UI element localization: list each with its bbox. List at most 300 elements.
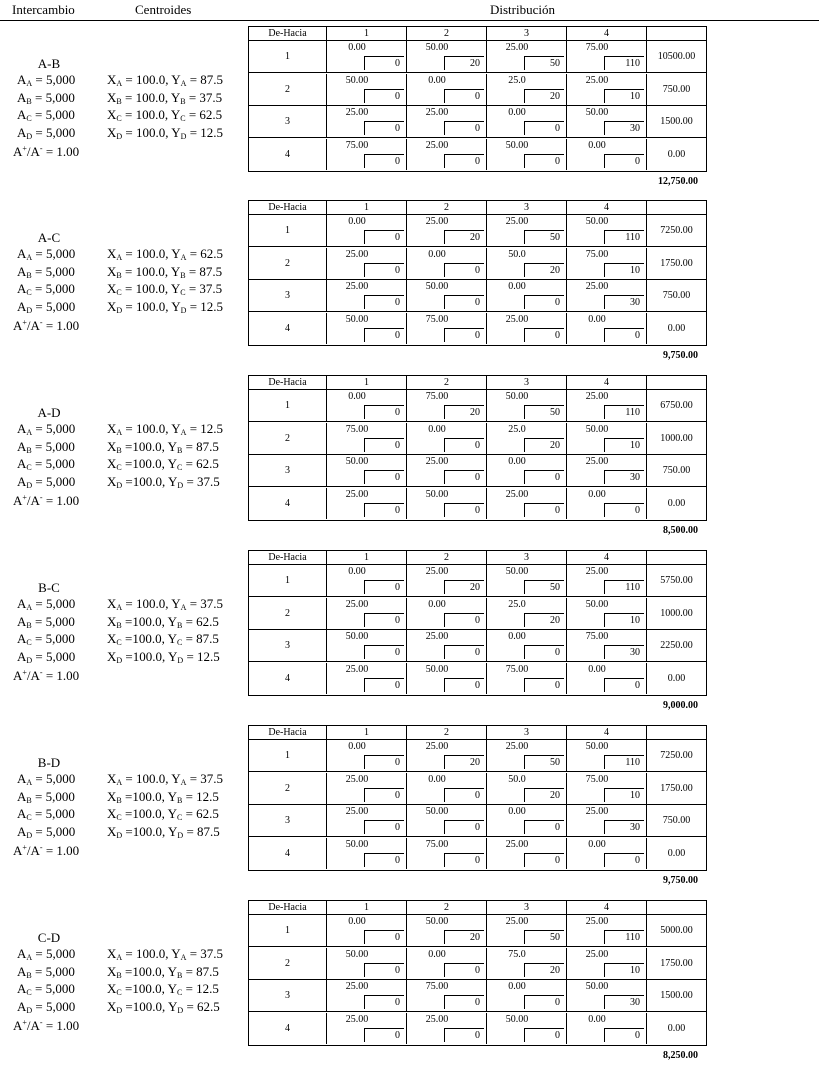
matrix-cost-header (647, 201, 706, 214)
flow-value: 0 (524, 121, 564, 135)
centroid-line: $X_A = 100.0$, $Y_A = 37.5$ (107, 771, 224, 787)
matrix-cell (407, 773, 487, 804)
flow-value: 0 (524, 820, 564, 834)
flow-value: 0 (364, 613, 404, 627)
distance-value: 0.00 (588, 313, 606, 325)
matrix-cell (487, 488, 567, 519)
distance-value: 25.00 (345, 598, 369, 610)
distance-value: 25.00 (345, 248, 369, 260)
matrix-cell (407, 805, 487, 836)
flow-value: 0 (604, 503, 644, 517)
flow-value: 50 (524, 230, 564, 244)
matrix-corner-label: De-Hacia (249, 551, 327, 564)
centroid-x: = 100.0, Y (125, 298, 181, 314)
distance-value: 25.00 (345, 806, 369, 817)
matrix-cell (327, 423, 407, 454)
flow-value: 110 (604, 230, 644, 244)
flow-value: 0 (444, 678, 484, 692)
area-line: $A_D = 5,000$ (17, 823, 76, 840)
matrix-row-label: 3 (249, 106, 327, 137)
distance-value: 25.00 (585, 948, 609, 960)
distance-value: 0.00 (508, 281, 526, 292)
centroid-y: = 62.5 (185, 806, 219, 821)
area-line: $A_C = 5,000$ (17, 456, 75, 472)
matrix-cell (487, 805, 567, 836)
matrix-cost-header (647, 27, 706, 40)
area-value: 5,000 (46, 823, 76, 839)
distance-value: 50.00 (345, 948, 369, 960)
distance-value: 0.00 (348, 42, 366, 53)
matrix-cell (327, 630, 407, 661)
centroid-line: $X_C = 100.0$, $Y_C = 62.5$ (107, 107, 223, 123)
header-centroides: Centroides (135, 2, 192, 17)
area-ratio-line: A+/A- = 1.00 (13, 843, 80, 858)
flow-value: 0 (364, 328, 404, 342)
area-line: $A_A = 5,000$ (17, 946, 76, 962)
matrix-row-label: 1 (249, 41, 327, 72)
matrix-row (249, 948, 706, 980)
centroid-y: = 87.5 (189, 72, 224, 87)
matrix-cell (327, 139, 407, 170)
centroid-line: $X_C =100.0$, $Y_C = 12.5$ (107, 981, 219, 997)
distance-value: 50.00 (345, 838, 369, 850)
area-value: 5,000 (45, 107, 75, 122)
matrix-row-label: 2 (249, 423, 327, 454)
flow-value: 0 (364, 820, 404, 834)
distance-value: 25.00 (585, 74, 609, 86)
area-value: 5,000 (46, 771, 76, 786)
centroid-x: = 100.0, Y (124, 281, 181, 296)
distance-value: 25.00 (345, 488, 369, 500)
matrix-column-label: 4 (567, 201, 647, 214)
flow-value: 50 (524, 56, 564, 70)
matrix-row-label: 1 (249, 915, 327, 946)
flow-value: 20 (444, 405, 484, 419)
flow-value: 30 (604, 121, 644, 135)
flow-value: 0 (524, 503, 564, 517)
distance-value: 25.00 (585, 456, 609, 467)
matrix-header-row (249, 376, 706, 390)
centroid-y: = 37.5 (186, 473, 220, 489)
flow-value: 0 (524, 328, 564, 342)
area-value: 5,000 (45, 89, 75, 105)
matrix-row-label: 2 (249, 248, 327, 279)
row-cost-value: 750.00 (662, 83, 691, 95)
centroid-y: = 37.5 (189, 596, 224, 611)
distance-value: 75.00 (585, 248, 609, 260)
matrix-row-label: 2 (249, 948, 327, 979)
matrix-cell (487, 215, 567, 246)
matrix-cell (487, 598, 567, 629)
matrix-cell (487, 248, 567, 279)
matrix-cell (327, 1013, 407, 1044)
distance-flow-matrix (248, 550, 707, 696)
distance-value: 25.00 (345, 981, 369, 992)
matrix-cell (487, 773, 567, 804)
matrix-cell (407, 598, 487, 629)
matrix-cell (327, 805, 407, 836)
total-cost: 12,750.00 (658, 176, 698, 187)
matrix-header-row (249, 201, 706, 215)
matrix-header-row (249, 27, 706, 41)
area-ratio-line: A+/A- = 1.00 (13, 493, 80, 508)
matrix-row (249, 215, 706, 247)
centroid-line: $X_C =100.0$, $Y_C = 62.5$ (107, 456, 219, 472)
area-line: $A_A = 5,000$ (17, 771, 76, 787)
centroid-line: $X_B = 100.0$, $Y_B = 37.5$ (107, 89, 223, 106)
matrix-row (249, 455, 706, 487)
row-cost-value: 10500.00 (657, 51, 696, 62)
distance-value: 0.00 (588, 488, 606, 500)
centroid-line: $X_B = 100.0$, $Y_B = 87.5$ (107, 263, 223, 280)
matrix-cell (407, 1013, 487, 1044)
row-cost-value: 0.00 (667, 322, 686, 334)
matrix-cell (407, 313, 487, 344)
area-line: $A_D = 5,000$ (17, 124, 76, 141)
exchange-pair-label: A-C (37, 230, 61, 245)
distance-flow-matrix (248, 26, 707, 172)
flow-value: 0 (444, 328, 484, 342)
distance-value: 25.00 (345, 663, 369, 675)
matrix-cell (327, 565, 407, 596)
distance-value: 50.00 (425, 806, 449, 817)
matrix-cell (327, 773, 407, 804)
area-value: 5,000 (46, 473, 76, 489)
flow-value: 0 (364, 963, 404, 977)
centroid-y: = 87.5 (186, 823, 220, 839)
distance-value: 0.00 (508, 107, 526, 118)
distance-value: 0.00 (348, 216, 366, 227)
distance-value: 50.00 (505, 566, 529, 577)
area-value: 5,000 (46, 72, 76, 87)
distance-value: 0.00 (508, 631, 526, 642)
matrix-column-label: 1 (327, 901, 407, 914)
flow-value: 0 (444, 788, 484, 802)
matrix-row (249, 805, 706, 837)
centroid-line: $X_B =100.0$, $Y_B = 12.5$ (107, 788, 219, 805)
matrix-cell (407, 663, 487, 694)
matrix-cost-header (647, 726, 706, 739)
header-intercambio: Intercambio (12, 2, 75, 17)
matrix-row (249, 565, 706, 597)
row-cost-value: 1750.00 (660, 957, 693, 969)
distance-value: 25.00 (425, 566, 449, 577)
matrix-cell (327, 980, 407, 1011)
matrix-cell (567, 139, 647, 170)
area-line: $A_A = 5,000$ (17, 596, 76, 612)
matrix-cell (487, 630, 567, 661)
flow-value: 0 (604, 678, 644, 692)
matrix-cell (327, 313, 407, 344)
flow-value: 0 (364, 503, 404, 517)
distance-value: 50.00 (425, 281, 449, 292)
matrix-row (249, 423, 706, 455)
matrix-cell (567, 630, 647, 661)
area-line: $A_B = 5,000$ (17, 788, 75, 805)
centroid-x: =100.0, Y (124, 788, 177, 804)
row-cost-value: 1500.00 (660, 990, 693, 1001)
flow-value: 0 (364, 645, 404, 659)
matrix-cell (407, 41, 487, 72)
centroid-x: = 100.0, Y (124, 107, 181, 122)
matrix-row-label: 2 (249, 598, 327, 629)
flow-value: 0 (444, 89, 484, 103)
flow-value: 0 (444, 963, 484, 977)
flow-value: 50 (524, 580, 564, 594)
matrix-cell (407, 630, 487, 661)
distance-value: 50.00 (585, 423, 609, 435)
area-value: 5,000 (45, 631, 75, 646)
matrix-row-label: 4 (249, 313, 327, 344)
total-cost: 8,500.00 (663, 525, 698, 536)
distance-value: 75.00 (425, 313, 449, 325)
flow-value: 20 (444, 56, 484, 70)
distance-value: 25.0 (508, 423, 526, 435)
flow-value: 0 (364, 755, 404, 769)
flow-value: 0 (444, 645, 484, 659)
centroid-y: = 12.5 (189, 421, 224, 436)
matrix-cell (327, 915, 407, 946)
distance-value: 50.0 (508, 248, 526, 260)
matrix-corner-label: De-Hacia (249, 27, 327, 40)
area-value: 5,000 (45, 438, 75, 454)
total-cost: 8,250.00 (663, 1050, 698, 1061)
matrix-cell (567, 805, 647, 836)
matrix-row-label: 1 (249, 740, 327, 771)
centroid-x: = 100.0, Y (125, 421, 181, 436)
total-cost: 9,000.00 (663, 700, 698, 711)
matrix-cell (567, 838, 647, 869)
matrix-row-label: 2 (249, 74, 327, 105)
flow-value: 20 (524, 263, 564, 277)
flow-value: 0 (364, 995, 404, 1009)
distance-value: 0.00 (508, 456, 526, 467)
area-value: 5,000 (45, 263, 75, 279)
area-line: $A_B = 5,000$ (17, 963, 75, 980)
matrix-row-label: 1 (249, 390, 327, 421)
area-value: 5,000 (46, 124, 76, 140)
matrix-cell (407, 838, 487, 869)
flow-value: 0 (524, 678, 564, 692)
matrix-column-label: 1 (327, 726, 407, 739)
matrix-cell (327, 663, 407, 694)
matrix-cell (567, 980, 647, 1011)
distance-value: 50.00 (505, 391, 529, 402)
area-value: 5,000 (45, 613, 75, 629)
flow-value: 0 (444, 853, 484, 867)
matrix-row (249, 1013, 706, 1045)
matrix-cell (407, 74, 487, 105)
matrix-column-label: 2 (407, 376, 487, 389)
flow-value: 0 (444, 263, 484, 277)
flow-value: 0 (444, 820, 484, 834)
distance-value: 25.00 (505, 488, 529, 500)
flow-value: 0 (524, 853, 564, 867)
matrix-corner-label: De-Hacia (249, 376, 327, 389)
matrix-cell (487, 280, 567, 311)
matrix-row-label: 4 (249, 838, 327, 869)
flow-value: 0 (524, 295, 564, 309)
matrix-cell (487, 423, 567, 454)
row-cost-value: 7250.00 (660, 225, 693, 236)
matrix-cell (567, 565, 647, 596)
matrix-cell (327, 598, 407, 629)
matrix-cell (567, 423, 647, 454)
matrix-cell (487, 313, 567, 344)
area-line: $A_A = 5,000$ (17, 421, 76, 437)
exchange-pair-label: A-B (37, 56, 61, 71)
centroid-line: $X_D =100.0$, $Y_D = 62.5$ (107, 998, 220, 1015)
distance-value: 50.00 (585, 598, 609, 610)
area-line: $A_C = 5,000$ (17, 806, 75, 822)
distance-flow-matrix (248, 725, 707, 871)
total-cost: 9,750.00 (663, 875, 698, 886)
flow-value: 110 (604, 755, 644, 769)
centroid-x: = 100.0, Y (125, 246, 181, 261)
distance-value: 75.00 (425, 391, 449, 402)
area-line: $A_D = 5,000$ (17, 473, 76, 490)
matrix-row (249, 915, 706, 947)
row-cost-value: 1750.00 (660, 257, 693, 269)
area-line: $A_B = 5,000$ (17, 438, 75, 455)
distance-value: 50.00 (345, 631, 369, 642)
distance-value: 50.00 (345, 313, 369, 325)
matrix-cell (407, 565, 487, 596)
area-value: 5,000 (46, 421, 76, 436)
row-cost-value: 2250.00 (660, 640, 693, 651)
centroid-line: $X_A = 100.0$, $Y_A = 37.5$ (107, 596, 224, 612)
matrix-corner-label: De-Hacia (249, 901, 327, 914)
row-cost-value: 5000.00 (660, 925, 693, 936)
flow-value: 20 (524, 438, 564, 452)
matrix-cell (567, 915, 647, 946)
distance-value: 0.00 (428, 423, 446, 435)
distance-value: 50.0 (508, 773, 526, 785)
centroid-x: =100.0, Y (124, 613, 177, 629)
distance-value: 25.00 (425, 1013, 449, 1025)
matrix-row (249, 74, 706, 106)
matrix-column-label: 1 (327, 551, 407, 564)
matrix-row (249, 313, 706, 345)
row-cost-value: 0.00 (667, 672, 686, 684)
matrix-column-label: 2 (407, 551, 487, 564)
distance-value: 75.00 (345, 423, 369, 435)
matrix-row (249, 390, 706, 422)
distance-value: 25.00 (345, 773, 369, 785)
centroid-line: $X_A = 100.0$, $Y_A = 37.5$ (107, 946, 224, 962)
matrix-cell (487, 1013, 567, 1044)
matrix-row-label: 4 (249, 1013, 327, 1044)
matrix-cell (567, 1013, 647, 1044)
centroid-y: = 62.5 (185, 613, 219, 629)
flow-value: 0 (524, 154, 564, 168)
flow-value: 10 (604, 438, 644, 452)
flow-value: 0 (364, 56, 404, 70)
matrix-cell (327, 740, 407, 771)
matrix-cell (407, 390, 487, 421)
flow-value: 0 (444, 995, 484, 1009)
matrix-cell (567, 740, 647, 771)
matrix-cell (407, 980, 487, 1011)
row-cost-value: 1000.00 (660, 607, 693, 619)
flow-value: 10 (604, 963, 644, 977)
matrix-cell (327, 390, 407, 421)
flow-value: 20 (444, 230, 484, 244)
centroid-line: $X_D =100.0$, $Y_D = 37.5$ (107, 473, 220, 490)
flow-value: 20 (444, 755, 484, 769)
matrix-row-label: 3 (249, 980, 327, 1011)
matrix-column-label: 1 (327, 27, 407, 40)
matrix-cell (407, 248, 487, 279)
centroid-line: $X_B =100.0$, $Y_B = 87.5$ (107, 963, 219, 980)
matrix-row (249, 41, 706, 73)
matrix-column-label: 3 (487, 27, 567, 40)
centroid-line: $X_B =100.0$, $Y_B = 87.5$ (107, 438, 219, 455)
area-value: 5,000 (46, 998, 76, 1014)
row-cost-value: 750.00 (662, 815, 691, 826)
distance-value: 0.00 (428, 773, 446, 785)
distance-value: 50.00 (345, 456, 369, 467)
row-cost-value: 750.00 (662, 290, 691, 301)
distance-value: 0.00 (348, 391, 366, 402)
distance-value: 75.00 (585, 42, 609, 53)
centroid-y: = 87.5 (185, 438, 219, 454)
distance-value: 0.00 (348, 741, 366, 752)
matrix-row-label: 4 (249, 488, 327, 519)
flow-value: 0 (444, 613, 484, 627)
flow-value: 0 (524, 645, 564, 659)
matrix-cell (567, 313, 647, 344)
distance-value: 50.00 (585, 741, 609, 752)
distance-value: 25.00 (505, 838, 529, 850)
distance-value: 0.00 (428, 948, 446, 960)
centroid-line: $X_D = 100.0$, $Y_D = 12.5$ (107, 124, 224, 141)
distance-value: 75.00 (425, 838, 449, 850)
flow-value: 30 (604, 820, 644, 834)
centroid-x: =100.0, Y (125, 648, 178, 664)
matrix-cell (567, 948, 647, 979)
centroid-y: = 62.5 (188, 107, 223, 122)
area-ratio-line: A+/A- = 1.00 (13, 668, 80, 683)
centroid-line: $X_A = 100.0$, $Y_A = 62.5$ (107, 246, 224, 262)
distance-flow-matrix (248, 200, 707, 346)
distance-value: 25.00 (345, 1013, 369, 1025)
row-cost-value: 0.00 (667, 847, 686, 859)
matrix-row (249, 773, 706, 805)
row-cost-value: 1000.00 (660, 432, 693, 444)
matrix-column-label: 2 (407, 201, 487, 214)
exchange-pair-label: A-D (37, 405, 61, 420)
flow-value: 30 (604, 295, 644, 309)
distance-value: 50.00 (425, 488, 449, 500)
matrix-cell (567, 106, 647, 137)
matrix-row-label: 4 (249, 663, 327, 694)
matrix-column-label: 3 (487, 551, 567, 564)
matrix-cell (567, 598, 647, 629)
matrix-row (249, 663, 706, 695)
matrix-cell (567, 488, 647, 519)
flow-value: 50 (524, 930, 564, 944)
flow-value: 0 (364, 154, 404, 168)
flow-value: 10 (604, 788, 644, 802)
matrix-row (249, 139, 706, 171)
matrix-cell (487, 41, 567, 72)
row-cost-value: 5750.00 (660, 575, 693, 586)
exchange-pair-label: B-D (37, 755, 61, 770)
distance-value: 25.00 (505, 741, 529, 752)
flow-value: 30 (604, 470, 644, 484)
centroid-x: =100.0, Y (124, 631, 177, 646)
